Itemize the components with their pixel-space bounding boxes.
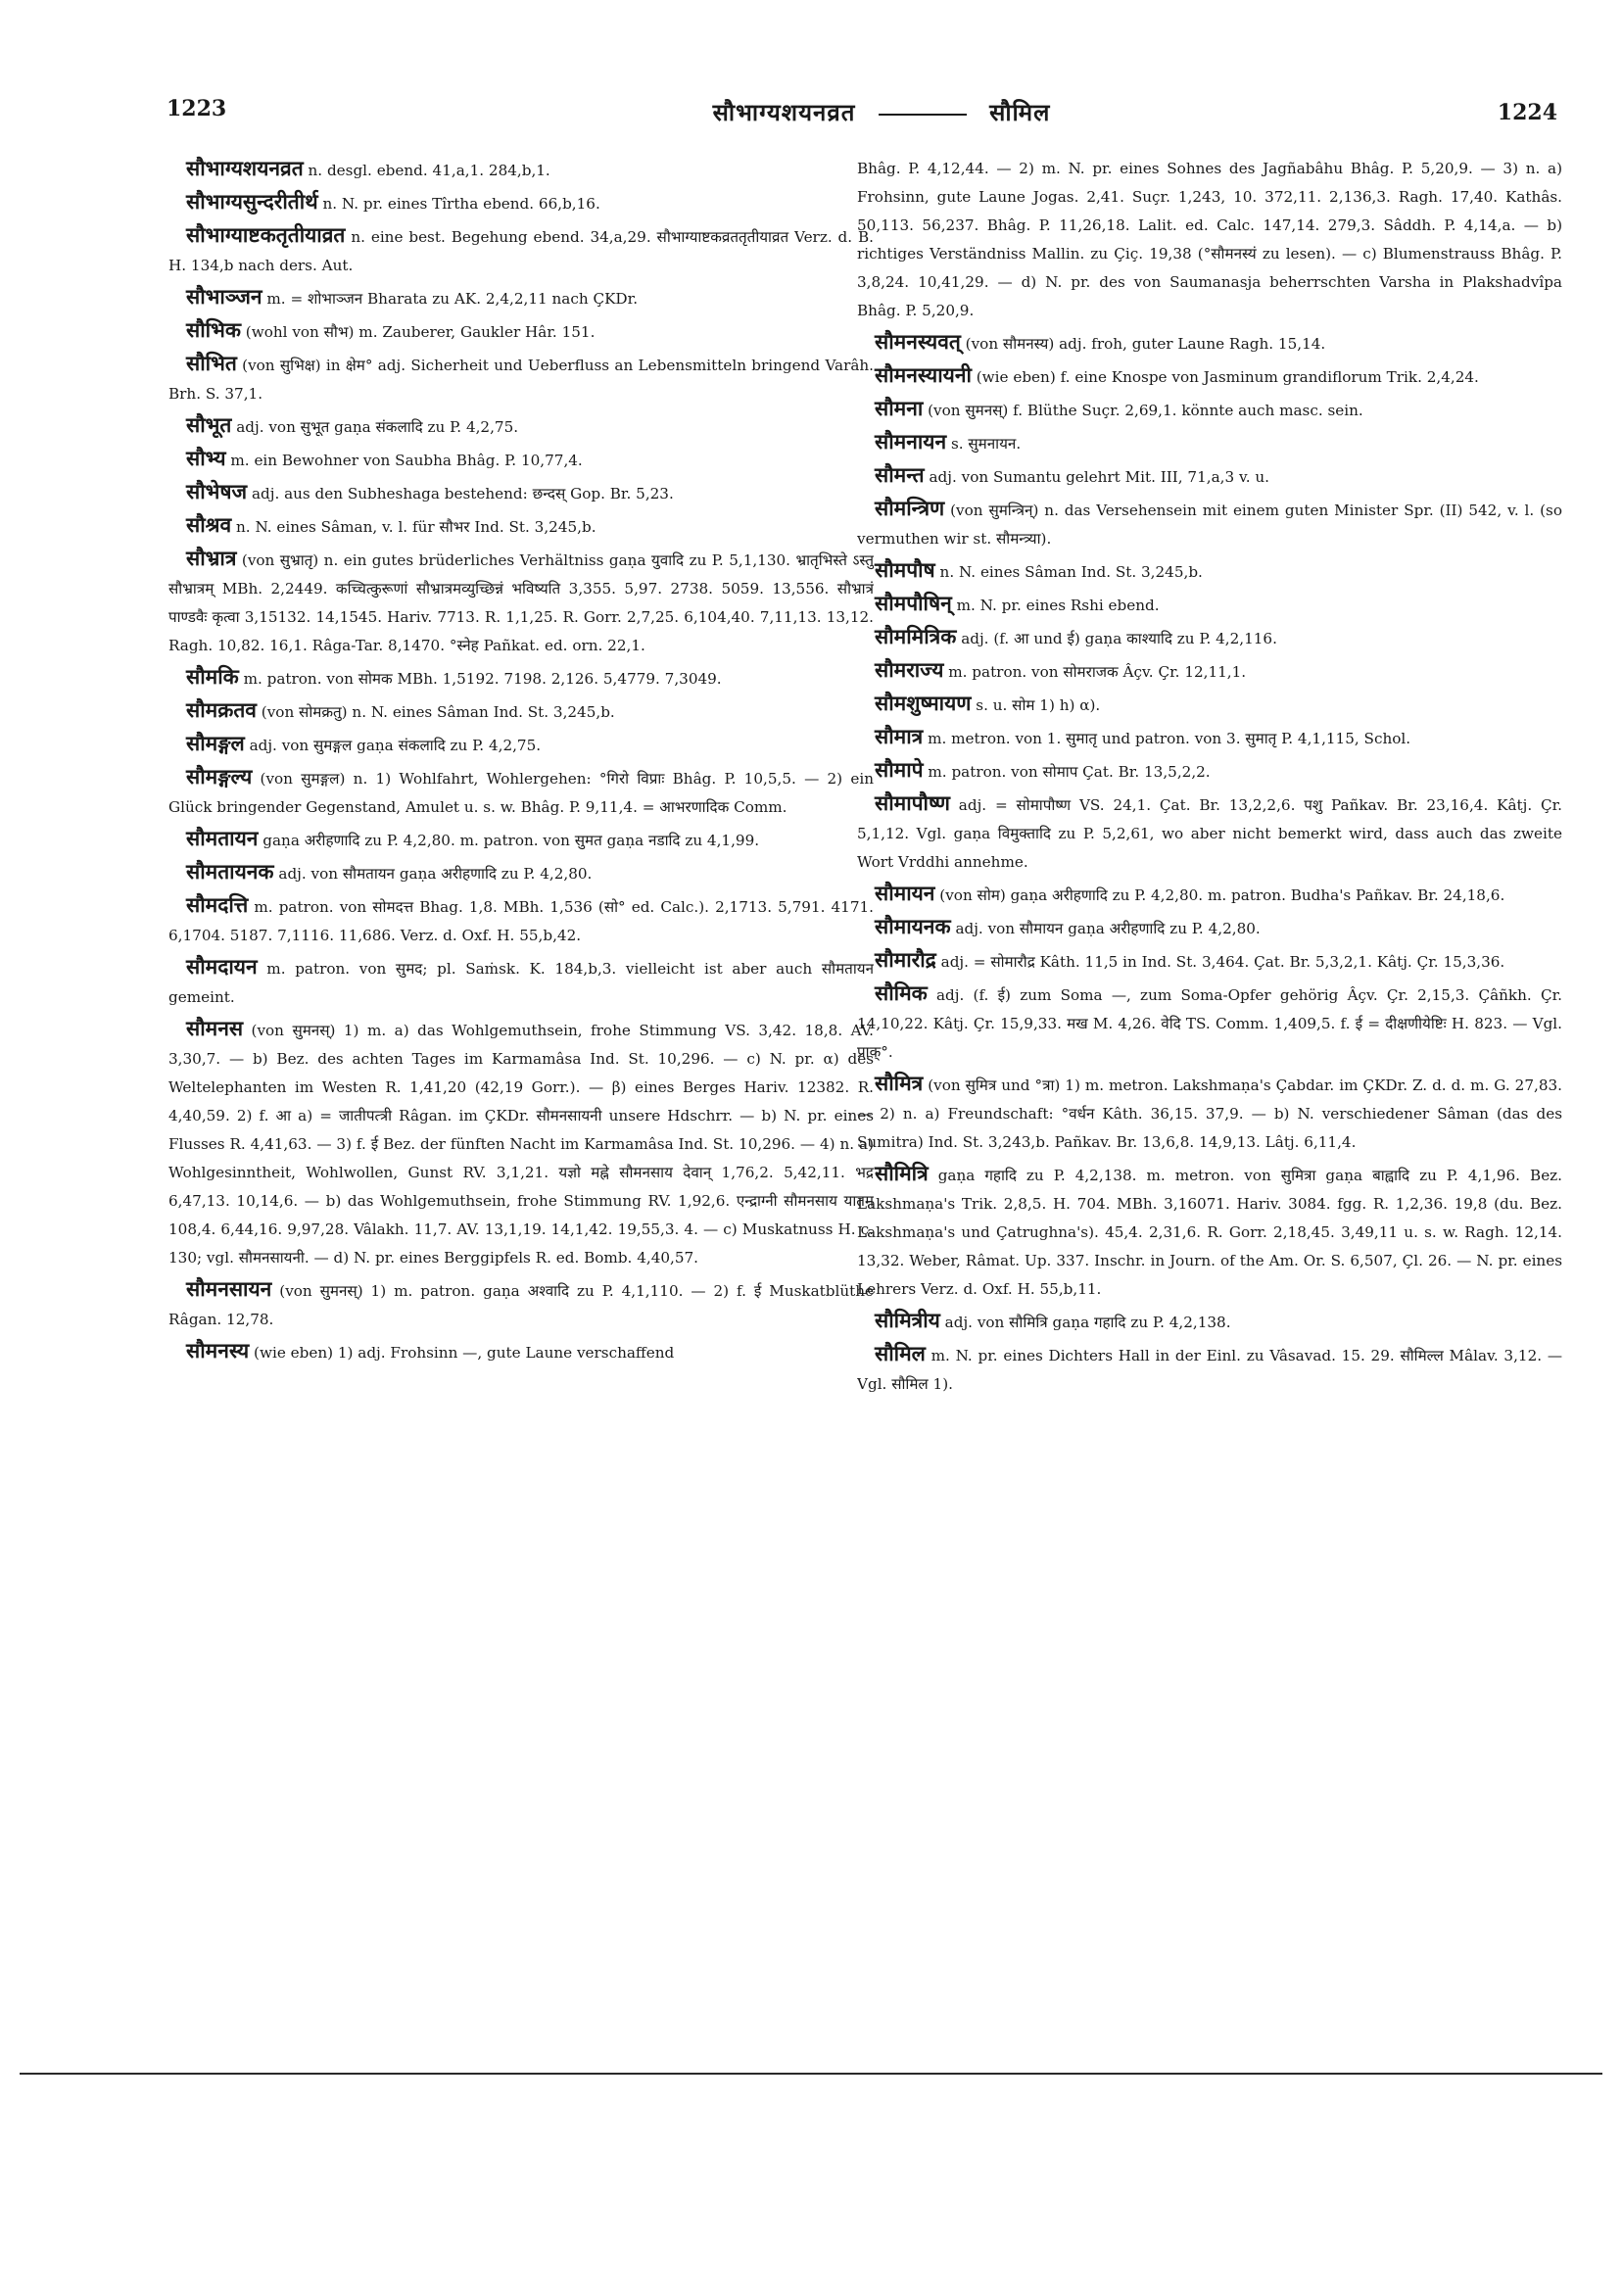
entry-text: (von सुमनस्) f. Blüthe Suçr. 2,69,1. könnte auch masc. sein. xyxy=(928,402,1363,419)
entry-text: adj. (f. आ und ई) gaṇa काश्यादि zu P. 4,2,116. xyxy=(961,630,1277,647)
dictionary-entry xyxy=(168,478,874,508)
dictionary-entry xyxy=(168,825,874,855)
dictionary-entry xyxy=(857,1307,1562,1337)
entry-headword: सौभाग्यसुन्दरीतीर्थ xyxy=(186,190,318,214)
entry-text: (von सुभिक्ष) in क्षेम° adj. Sicherheit und Ueberfluss an Lebensmitteln bringend Varâh. Brh. S. 37,1. xyxy=(168,357,874,403)
dictionary-entry xyxy=(168,445,874,475)
dictionary-entry xyxy=(857,428,1562,458)
dictionary-entry xyxy=(168,221,874,280)
entry-headword: सौमन्त्रिण xyxy=(875,497,945,520)
entry-text: m. patron. von सुमद; pl. Saṁsk. K. 184,b,3. vielleicht ist aber auch सौमतायन gemeint. xyxy=(168,960,874,1006)
entry-text: n. N. eines Sâman, v. l. für सौभर Ind. St. 3,245,b. xyxy=(236,518,596,536)
dictionary-entry xyxy=(857,789,1562,877)
dictionary-entry xyxy=(857,913,1562,943)
dictionary-entry xyxy=(168,891,874,950)
dictionary-entry xyxy=(857,656,1562,687)
dictionary-entry xyxy=(168,1337,874,1367)
entry-text: (von सुमङ्गल) n. 1) Wohlfahrt, Wohlergehen: °गिरो विप्राः Bhâg. P. 10,5,5. — 2) ein Glück bringender Gegenstand, Amulet u. s. w. Bhâg. P. 9,11,4. = आभरणादिक Comm. xyxy=(168,770,874,816)
entry-headword: सौमापौष्ण xyxy=(875,791,950,815)
entry-text: (von सोमक्रतु) n. N. eines Sâman Ind. St. 3,245,b. xyxy=(261,703,615,721)
entry-headword: सौमारौद्र xyxy=(875,948,936,972)
running-head-last-word: सौमिल xyxy=(989,98,1051,126)
entry-headword: सौश्रव xyxy=(186,513,232,537)
bottom-rule xyxy=(20,2073,1602,2075)
entry-headword: सौमायनक xyxy=(875,915,951,938)
entry-text: adj. = सोमापौष्ण VS. 24,1. Çat. Br. 13,2,2,6. पशु Pañkav. Br. 23,16,4. Kâtj. Çr. 5,1,12. Vgl. gaṇa विमुक्तादि zu P. 5,2,61, wo aber nicht bemerkt wird, dass auch das zweite Wort Vrddhi annehme. xyxy=(857,796,1562,871)
dictionary-entry xyxy=(857,328,1562,359)
dictionary-entry xyxy=(168,663,874,694)
entry-text: (wohl von सौभ) m. Zauberer, Gaukler Hâr. 151. xyxy=(245,323,596,341)
entry-text: m. = शोभाञ्जन Bharata zu AK. 2,4,2,11 nach ÇKDr. xyxy=(266,290,639,308)
entry-text: (wie eben) 1) adj. Frohsinn —, gute Laune verschaffend xyxy=(254,1344,675,1362)
entry-text: adj. (f. ई) zum Soma —, zum Soma-Opfer gehörig Âçv. Çr. 2,15,3. Çâñkh. Çr. 14,10,22. Kâtj. Çr. 15,9,33. मख M. 4,26. वेदि TS. Comm. 1,409,5. f. ई = दीक्षणीयेष्टिः H. 823. — Vgl. प्राक्°. xyxy=(857,986,1562,1061)
dictionary-entry xyxy=(857,361,1562,392)
entry-text: m. patron. von सोमक MBh. 1,5192. 7198. 2,126. 5,4779. 7,3049. xyxy=(243,670,722,688)
entry-headword: सौभाग्याष्टकतृतीयाव्रत xyxy=(186,223,346,247)
dictionary-entry xyxy=(857,590,1562,620)
entry-headword: सौमित्रि xyxy=(875,1162,929,1185)
dictionary-entry xyxy=(168,1275,874,1334)
entry-text: m. N. pr. eines Rshi ebend. xyxy=(956,597,1160,614)
entry-headword: सौभाग्यशयनव्रत xyxy=(186,157,304,180)
entry-text: m. patron. von सोमदत्त Bhag. 1,8. MBh. 1,536 (सो° ed. Calc.). 2,1713. 5,791. 4171. 6,1704. 5187. 7,1116. 11,686. Verz. d. Oxf. H. 55,b,42. xyxy=(168,898,874,944)
entry-headword: सौमनायन xyxy=(875,430,947,454)
entry-text: (von सौमनस्य) adj. froh, guter Laune Ragh. 15,14. xyxy=(965,335,1326,353)
running-head xyxy=(627,96,1136,128)
entry-text: n. eine best. Begehung ebend. 34,a,29. सौभाग्याष्टकव्रततृतीयाव्रत Verz. d. B. H. 134,b nach ders. Aut. xyxy=(168,228,874,274)
entry-text: s. u. सोम 1) h) α). xyxy=(976,696,1101,714)
entry-headword: सौमदत्ति xyxy=(186,893,249,917)
entry-headword: सौमपौषिन् xyxy=(875,592,952,615)
dictionary-entry xyxy=(168,188,874,218)
entry-headword: सौभूत xyxy=(186,413,232,437)
entry-headword: सौमना xyxy=(875,397,924,420)
dictionary-entry xyxy=(168,545,874,660)
entry-headword: सौभाञ्जन xyxy=(186,285,262,309)
entry-headword: सौमङ्गल्य xyxy=(186,765,253,789)
dictionary-entry xyxy=(857,1070,1562,1157)
entry-headword: सौमतायन xyxy=(186,827,259,850)
entry-text: adj. = सोमारौद्र Kâth. 11,5 in Ind. St. 3,464. Çat. Br. 5,3,2,1. Kâtj. Çr. 15,3,36. xyxy=(940,953,1505,971)
dictionary-entry xyxy=(857,556,1562,587)
entry-headword: सौमकि xyxy=(186,665,239,689)
dictionary-entry xyxy=(168,1015,874,1272)
entry-text: (von सोम) gaṇa अरीहणादि zu P. 4,2,80. m. patron. Budha's Pañkav. Br. 24,18,6. xyxy=(939,886,1505,904)
dictionary-entry xyxy=(168,696,874,727)
dictionary-entry xyxy=(857,723,1562,753)
entry-text: (von सुभ्रातृ) n. ein gutes brüderliches Verhältniss gaṇa युवादि zu P. 5,1,130. भ्रातृभिस्ते ऽस्तु सौभ्रात्रम् MBh. 2,2449. कच्चित्कुरूणां सौभ्रात्रमव्युच्छिन्नं भविष्यति 3,355. 5,97. 2738. 5059. 13,556. सौभ्रात्रं पाण्डवैः कृत्वा 3,15132. 14,1545. Hariv. 7713. R. 1,1,25. R. Gorr. 2,7,25. 6,104,40. 7,11,13. 13,12. Ragh. 10,82. 16,1. Râga-Tar. 8,1470. °स्नेह Pañkat. ed. orn. 22,1. xyxy=(168,551,874,654)
running-head-first-word: सौभाग्यशयनव्रत xyxy=(712,98,856,126)
entry-headword: सौभिक xyxy=(186,318,241,342)
dictionary-entry xyxy=(168,730,874,760)
entry-headword: सौभ्रात्र xyxy=(186,547,237,570)
entry-text: Bhâg. P. 4,12,44. — 2) m. N. pr. eines Sohnes des Jagñabâhu Bhâg. P. 5,20,9. — 3) n. a) Frohsinn, gute Laune Jogas. 2,41. Suçr. 1,243, 10. 372,11. 2,136,3. Ragh. 17,40. Kathâs. 50,113. 56,237. Bhâg. P. 11,26,18. Lalit. ed. Calc. 147,14. 279,3. Sâddh. P. 4,14,a. — b) richtiges Verständniss Mallin. zu Çiç. 19,38 (°सौमनस्यं zu lesen). — c) Blumenstrauss Bhâg. P. 3,8,24. 10,41,29. — d) N. pr. des von Saumanasja beherrschten Varsha in Plakshadvîpa Bhâg. P. 5,20,9. xyxy=(857,160,1562,319)
entry-headword: सौमदायन xyxy=(186,955,258,979)
dictionary-entry xyxy=(857,155,1562,325)
right-column-number: 1224 xyxy=(1497,100,1557,125)
dictionary-entry xyxy=(168,283,874,313)
entry-headword: सौमात्र xyxy=(875,725,924,748)
dictionary-entry xyxy=(857,461,1562,492)
dictionary-entry xyxy=(857,880,1562,910)
entry-text: adj. von सौमतायन gaṇa अरीहणादि zu P. 4,2,80. xyxy=(278,865,593,883)
entry-text: adj. aus den Subheshaga bestehend: छन्दस् Gop. Br. 5,23. xyxy=(251,485,674,502)
entry-headword: सौभेषज xyxy=(186,480,248,503)
dictionary-entry xyxy=(857,495,1562,553)
dictionary-entry xyxy=(857,946,1562,977)
entry-headword: सौभ्य xyxy=(186,447,226,470)
entry-text: m. ein Bewohner von Saubha Bhâg. P. 10,77,4. xyxy=(230,452,583,469)
dictionary-entry xyxy=(168,953,874,1012)
entry-headword: सौमनस्यवत् xyxy=(875,330,961,354)
running-head-dash xyxy=(879,114,967,116)
entry-headword: सौममित्रिक xyxy=(875,625,957,648)
entry-headword: सौमनस xyxy=(186,1017,244,1040)
left-column xyxy=(168,155,874,2016)
entry-headword: सौमङ्गल xyxy=(186,732,245,755)
dictionary-entry xyxy=(168,350,874,408)
entry-headword: सौमिल xyxy=(875,1342,926,1365)
dictionary-entry xyxy=(857,1160,1562,1304)
entry-headword: सौमराज्य xyxy=(875,658,944,682)
entry-text: (von सुमनस्) 1) m. a) das Wohlgemuthsein, frohe Stimmung VS. 3,42. 18,8. AV. 3,30,7. — b) Bez. des achten Tages im Karmamâsa Ind. St. 10,296. — c) N. pr. α) des Weltelephanten im Westen R. 1,41,20 (42,19 Gorr.). — β) eines Berges Hariv. 12382. R. 4,40,59. 2) f. आ a) = जातीपत्त्री Râgan. im ÇKDr. सौमनसायनी unsere Hdschrr. — b) N. pr. eines Flusses R. 4,41,63. — 3) f. ई Bez. der fünften Nacht im Karmamâsa Ind. St. 10,296. — 4) n. a) Wohlgesinntheit, Wohlwollen, Gunst RV. 3,1,21. यज्ञो मह्ने सौमनसाय देवान् 1,76,2. 5,42,11. भद्र 6,47,13. 10,14,6. — b) das Wohlgemuthsein, frohe Stimmung RV. 1,92,6. एन्द्राग्नी सौमनसाय यातम् 108,4. 6,44,16. 9,97,28. Vâlakh. 11,7. AV. 13,1,19. 14,1,42. 19,55,3. 4. — c) Muskatnuss H. ç. 130; vgl. सौमनसायनी. — d) N. pr. eines Berggipfels R. ed. Bomb. 4,40,57. xyxy=(168,1022,874,1267)
entry-headword: सौमिक xyxy=(875,981,928,1005)
entry-text: adj. von Sumantu gelehrt Mit. III, 71,a,3 v. u. xyxy=(929,468,1269,486)
entry-headword: सौमायन xyxy=(875,882,935,905)
dictionary-entry xyxy=(168,411,874,442)
dictionary-entry xyxy=(168,763,874,822)
entry-text: adj. von सौमित्रि gaṇa गहादि zu P. 4,2,138. xyxy=(944,1314,1231,1331)
entry-text: s. सुमनायन. xyxy=(950,435,1022,453)
entry-text: adj. von सौमायन gaṇa अरीहणादि zu P. 4,2,80. xyxy=(955,920,1261,937)
entry-text: (von सुमित्र und °त्रा) 1) m. metron. Lakshmaṇa's Çabdar. im ÇKDr. Z. d. d. m. G. 27,83. — 2) n. a) Freundschaft: °वर्धन Kâth. 36,15. 37,9. — b) N. verschiedener Sâman (das des Sumitra) Ind. St. 3,243,b. Pañkav. Br. 13,6,8. 14,9,13. Lâtj. 6,11,4. xyxy=(857,1076,1562,1151)
entry-headword: सौमनसायन xyxy=(186,1277,272,1301)
entry-headword: सौमन्त xyxy=(875,463,925,487)
entry-headword: सौमशुष्मायण xyxy=(875,692,972,715)
entry-text: (von सुमनस्) 1) m. patron. gaṇa अश्वादि zu P. 4,1,110. — 2) f. ई Muskatblüthe Râgan. 12,78. xyxy=(168,1282,874,1328)
left-column-number: 1223 xyxy=(167,96,227,121)
entry-text: gaṇa अरीहणादि zu P. 4,2,80. m. patron. von सुमत gaṇa नडादि zu 4,1,99. xyxy=(262,832,760,849)
entry-headword: सौभित xyxy=(186,352,237,375)
entry-headword: सौमतायनक xyxy=(186,860,274,884)
page-header xyxy=(167,96,1557,139)
entry-text: n. desgl. ebend. 41,a,1. 284,b,1. xyxy=(308,162,550,179)
entry-text: m. patron. von सोमाप Çat. Br. 13,5,2,2. xyxy=(928,763,1211,781)
dictionary-entry xyxy=(168,155,874,185)
entry-headword: सौमापे xyxy=(875,758,924,782)
entry-text: n. N. pr. eines Tîrtha ebend. 66,b,16. xyxy=(322,195,600,213)
entry-text: m. metron. von 1. सुमातृ und patron. von 3. सुमातृ P. 4,1,115, Schol. xyxy=(928,730,1411,747)
dictionary-entry xyxy=(857,980,1562,1067)
entry-text: m. N. pr. eines Dichters Hall in der Einl. zu Vâsavad. 15. 29. सौमिल्ल Mâlav. 3,12. — Vgl. सौमिल 1). xyxy=(857,1347,1562,1393)
entry-headword: सौमनस्य xyxy=(186,1339,250,1363)
entry-headword: सौमित्रीय xyxy=(875,1309,940,1332)
entry-headword: सौमित्र xyxy=(875,1072,924,1095)
right-column xyxy=(857,155,1562,2016)
entry-text: adj. von सुभूत gaṇa संकलादि zu P. 4,2,75. xyxy=(236,418,519,436)
dictionary-entry xyxy=(857,690,1562,720)
dictionary-entry xyxy=(168,511,874,542)
entry-text: adj. von सुमङ्गल gaṇa संकलादि zu P. 4,2,75. xyxy=(249,737,542,754)
dictionary-entry xyxy=(857,623,1562,653)
dictionary-entry xyxy=(857,756,1562,787)
dictionary-entry xyxy=(168,316,874,347)
dictionary-entry xyxy=(857,395,1562,425)
entry-text: gaṇa गहादि zu P. 4,2,138. m. metron. von सुमित्रा gaṇa बाह्वादि zu P. 4,1,96. Bez. Lakshmaṇa's Trik. 2,8,5. H. 704. MBh. 3,16071. Hariv. 3084. fgg. R. 1,2,36. 19,8 (du. Bez. Lakshmaṇa's und Çatrughna's). 45,4. 2,31,6. R. Gorr. 2,18,45. 3,49,11 u. s. w. Ragh. 12,14. 13,32. Weber, Râmat. Up. 337. Inschr. in Journ. of the Am. Or. S. 6,507, Çl. 26. — N. pr. eines Lehrers Verz. d. Oxf. H. 55,b,11. xyxy=(857,1167,1562,1298)
entry-text: (von सुमन्त्रिन्) n. das Versehensein mit einem guten Minister Spr. (II) 542, v. l. (so vermuthen wir st. सौमन्त्र्या). xyxy=(857,502,1562,548)
dictionary-entry xyxy=(857,1340,1562,1399)
entry-text: (wie eben) f. eine Knospe von Jasminum grandiflorum Trik. 2,4,24. xyxy=(976,368,1479,386)
dictionary-entry xyxy=(168,858,874,888)
entry-headword: सौमक्रतव xyxy=(186,698,257,722)
entry-headword: सौमपौष xyxy=(875,558,935,582)
entry-text: n. N. eines Sâman Ind. St. 3,245,b. xyxy=(939,563,1203,581)
entry-headword: सौमनस्यायनी xyxy=(875,363,972,387)
entry-text: m. patron. von सोमराजक Âçv. Çr. 12,11,1. xyxy=(948,663,1247,681)
